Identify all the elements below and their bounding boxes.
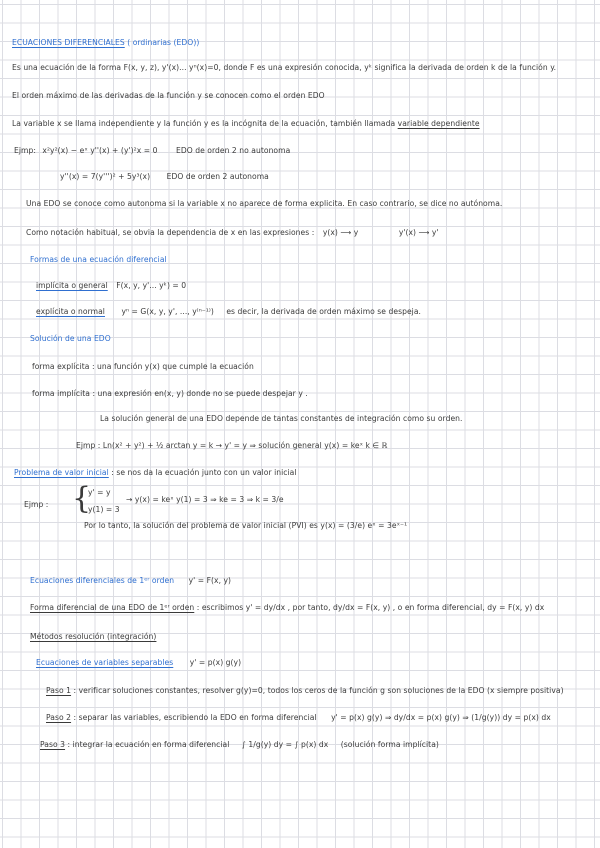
explicit-equation: yⁿ = G(x, y, y', ..., y⁽ⁿ⁻¹⁾): [121, 307, 214, 316]
example1: [14, 146, 290, 156]
separable-row: [36, 658, 241, 668]
notation-map-1: y(x) ⟶ y: [322, 228, 359, 237]
step1-row: [46, 686, 564, 696]
step2-equation: y' = p(x) g(y) ⇒ dy/dx = p(x) g(y) ⇒ (1/g(y)) dy = p(x) dx: [331, 713, 551, 722]
step2-row: [46, 713, 551, 723]
implicit-form-row: [36, 281, 186, 291]
differential-form-label: Forma diferencial de una EDO de 1ᵉʳ orden: [30, 603, 195, 612]
order-text: El orden máximo de las derivadas de la función y se conocen como el orden EDO: [12, 91, 325, 100]
general-solution-text: La solución general de una EDO depende de tantas constantes de integración como su orden.: [100, 414, 463, 423]
implicit-label: implícita o general: [36, 281, 108, 290]
step3-row: [40, 740, 439, 750]
step2-label: Paso 2: [46, 713, 72, 722]
explicit-form-row: [36, 307, 421, 317]
example1-label: Ejmp:: [14, 146, 36, 155]
title-text: ECUACIONES DIFERENCIALES: [12, 38, 125, 47]
example3: Ejmp : Ln(x² + y²) + ½ arctan y = k → y' = y ⇒ solución general y(x) = keˣ k ∈ ℝ: [76, 441, 388, 450]
differential-form-row: [30, 603, 544, 613]
example1-note: EDO de orden 2 no autonoma: [175, 146, 291, 155]
notation-row: [26, 228, 439, 238]
pvi-system-1: y' = y: [88, 488, 111, 497]
step3-text: : integrar la ecuación en forma diferencial: [67, 740, 230, 749]
solution-implicit: forma implícita : una expresión en(x, y) donde no se puede despejar y .: [32, 389, 308, 398]
separable-equation: y' = p(x) g(y): [189, 658, 242, 667]
step3-note: (solución forma implícita): [340, 740, 439, 749]
autonomous-text: Una EDO se conoce como autonoma si la variable x no aparece de forma explicita. En caso contrario, se dice no autónoma.: [26, 199, 503, 208]
pvi-text: : se nos da la ecuación junto con un valor inicial: [111, 468, 297, 477]
forms-heading: Formas de una ecuación diferencial: [30, 255, 167, 264]
pvi-steps: → y(x) = keˣ y(1) = 3 ⇒ ke = 3 ⇒ k = 3/e: [126, 495, 284, 504]
step3-label: Paso 3: [40, 740, 66, 749]
page-title: [12, 38, 199, 48]
explicit-note: es decir, la derivada de orden máximo se despeja.: [226, 307, 422, 316]
pvi-row: [14, 468, 297, 478]
pvi-heading: Problema de valor inicial: [14, 468, 109, 477]
solution-heading: Solución de una EDO: [30, 334, 111, 343]
implicit-equation: F(x, y, y'... yᵏ) = 0: [116, 281, 187, 290]
example2-note: EDO de orden 2 autonoma: [166, 172, 269, 181]
system-brace: {: [72, 481, 92, 516]
separable-heading: Ecuaciones de variables separables: [36, 658, 174, 667]
example2: [60, 172, 269, 182]
pvi-system-2: y(1) = 3: [88, 505, 120, 514]
notation-text: Como notación habitual, se obvia la dependencia de x en las expresiones :: [26, 228, 315, 237]
example1-equation: x²y²(x) − eˣ y''(x) + (y')²x = 0: [42, 146, 158, 155]
variables-pre: La variable x se llama independiente y la función y es la incógnita de la ecuación, también llamada: [12, 119, 396, 128]
first-order-equation: y' = F(x, y): [188, 576, 232, 585]
definition-text: Es una ecuación de la forma F(x, y, z), y'(x)... yⁿ(x)=0, donde F es una expresión conocida, yᵏ significa la derivada de orden k de la función y.: [12, 63, 557, 72]
first-order-row: [30, 576, 231, 586]
notation-map-2: y'(x) ⟶ y': [398, 228, 439, 237]
example2-equation: y''(x) = 7(y''')² + 5y³(x): [60, 172, 151, 181]
methods-heading-text: Métodos resolución (integración): [30, 632, 157, 641]
step3-equation: ∫ 1/g(y) dy = ∫ p(x) dx: [241, 740, 329, 749]
methods-heading: [30, 632, 156, 642]
title-suffix: ( ordinarias (EDO)): [127, 38, 200, 47]
dependent-variable-term: variable dependiente: [397, 119, 480, 128]
solution-explicit: forma explícita : una función y(x) que cumple la ecuación: [32, 362, 254, 371]
explicit-label: explícita o normal: [36, 307, 105, 316]
first-order-heading: Ecuaciones diferenciales de 1ᵉʳ orden: [30, 576, 175, 585]
pvi-example-label: Ejmp :: [24, 500, 49, 509]
step2-text: : separar las variables, escribiendo la EDO en forma diferencial: [73, 713, 317, 722]
step1-label: Paso 1: [46, 686, 72, 695]
differential-form-text: : escribimos y' = dy/dx , por tanto, dy/dx = F(x, y) , o en forma diferencial, dy = F(x, y) dx: [196, 603, 545, 612]
pvi-conclusion: Por lo tanto, la solución del problema de valor inicial (PVI) es y(x) = (3/e) eˣ = 3eˣ⁻¹: [84, 521, 408, 530]
step1-text: : verificar soluciones constantes, resolver g(y)=0, todos los ceros de la función g son soluciones de la EDO (x siempre positiva): [73, 686, 564, 695]
variables-text: [12, 119, 480, 129]
